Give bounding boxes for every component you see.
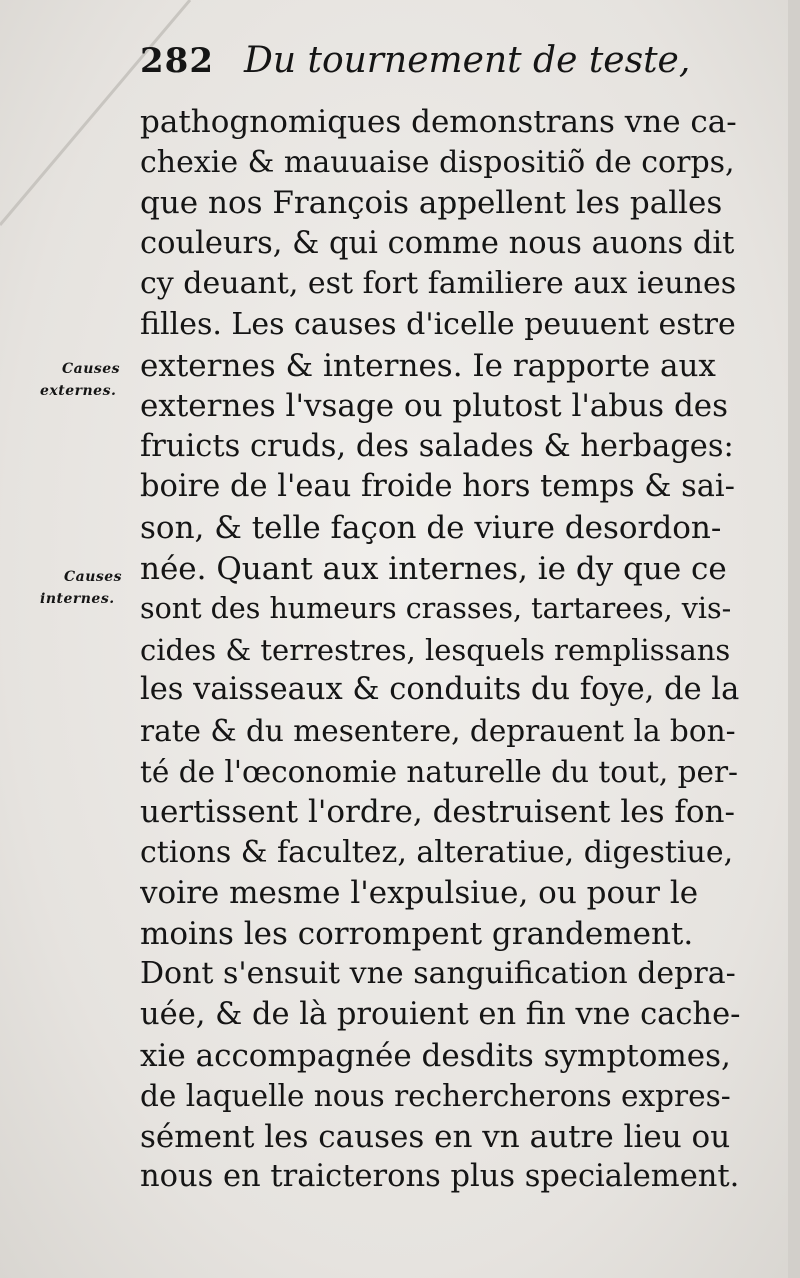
text-line: son, & telle façon de viure desordon-	[140, 509, 722, 546]
text-line: de laquelle nous rechercherons expres-	[140, 1079, 731, 1114]
text-line: uertissent l'ordre, destruisent les fon-	[140, 794, 735, 831]
text-line: voire mesme l'expulsiue, ou pour le	[140, 875, 699, 912]
text-line: fruicts cruds, des salades & herbages:	[140, 428, 734, 464]
text-line: couleurs, & qui comme nous auons dit	[140, 225, 735, 261]
margin-note-line: internes.	[40, 591, 115, 607]
running-title: Du tournement de teste,	[243, 40, 691, 81]
text-line: filles. Les causes d'icelle peuuent estre	[140, 306, 736, 342]
text-line: les vaisseaux & conduits du foye, de la	[140, 672, 740, 708]
margin-note-line: externes.	[40, 383, 117, 399]
margin-note-external-causes	[40, 358, 120, 402]
text-line: Dont s'ensuit vne sanguification depra-	[140, 956, 736, 992]
text-line: cy deuant, est fort familiere aux ieunes	[140, 266, 737, 302]
text-line: née. Quant aux internes, ie dy que ce	[140, 550, 727, 587]
text-line: sément les causes en vn autre lieu ou	[140, 1118, 731, 1155]
text-line: uée, & de là prouient en fin vne cache-	[140, 997, 740, 1033]
text-line: té de l'œconomie naturelle du tout, per-	[140, 754, 739, 789]
page-number: 282	[140, 41, 214, 81]
text-line: externes l'vsage ou plutost l'abus des	[140, 388, 729, 425]
text-line: cides & terrestres, lesquels remplissans	[140, 632, 731, 667]
body-text	[140, 102, 740, 1198]
text-line: rate & du mesentere, deprauent la bon-	[140, 713, 736, 748]
page-header	[140, 40, 740, 100]
text-line: moins les corrompent grandement.	[140, 915, 694, 952]
margin-note-internal-causes	[40, 566, 122, 610]
margin-note-line: Causes	[64, 569, 123, 585]
text-line: chexie & mauuaise dispositiõ de corps,	[140, 144, 735, 180]
text-line: ctions & facultez, alteratiue, digestiue,	[140, 834, 734, 870]
text-line: que nos François appellent les palles	[140, 185, 723, 222]
text-line: nous en traicterons plus specialement.	[140, 1159, 740, 1195]
text-line: pathognomiques demonstrans vne ca-	[140, 104, 737, 140]
margin-note-line: Causes	[62, 361, 121, 377]
text-line: boire de l'eau froide hors temps & sai-	[140, 469, 735, 505]
text-line: sont des humeurs crasses, tartarees, vis-	[140, 592, 732, 626]
text-line: xie accompagnée desdits symptomes,	[140, 1037, 731, 1074]
text-line: externes & internes. Ie rapporte aux	[140, 347, 716, 384]
